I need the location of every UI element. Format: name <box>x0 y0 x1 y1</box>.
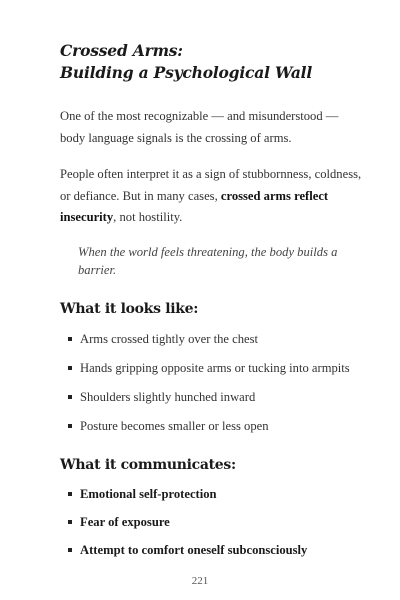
bullet-icon <box>68 395 72 399</box>
list-item-text: Hands gripping opposite arms or tucking into armpits <box>80 360 350 375</box>
page-number: 221 <box>191 575 209 587</box>
section-heading-communicates: What it communicates: <box>60 456 236 473</box>
list-item-text: Fear of exposure <box>80 514 170 529</box>
bullet-icon <box>68 337 72 341</box>
title-line-2: Building a Psychological Wall <box>60 63 313 82</box>
bullet-icon <box>68 548 72 552</box>
pull-quote: When the world feels threatening, the body builds a barrier. <box>78 244 338 277</box>
bullet-icon <box>68 492 72 496</box>
title-line-1: Crossed Arms: <box>60 41 183 60</box>
chapter-title <box>60 40 362 84</box>
list-item-text: Shoulders slightly hunched inward <box>80 389 256 404</box>
list-item <box>68 359 362 377</box>
list-item <box>68 330 362 348</box>
list-item <box>68 485 362 503</box>
bullet-icon <box>68 366 72 370</box>
looks-like-list <box>60 330 362 435</box>
intro-paragraph: One of the most recognizable — and misunderstood — body language signals is the crossing of arms. <box>60 109 339 145</box>
list-item-text: Attempt to comfort oneself subconsciously <box>80 542 308 557</box>
list-item <box>68 388 362 406</box>
communicates-list <box>60 485 362 559</box>
list-item <box>68 513 362 531</box>
paragraph-text-start: People often interpret it as a sign of stubbornness, coldness, or defiance. But in many cases, <box>60 167 362 203</box>
list-item <box>68 541 362 559</box>
bullet-icon <box>68 424 72 428</box>
list-item-text: Emotional self-protection <box>80 486 217 501</box>
list-item-text: Posture becomes smaller or less open <box>80 418 269 433</box>
interpretation-paragraph <box>60 164 362 229</box>
list-item-text: Arms crossed tightly over the chest <box>80 331 259 346</box>
page-content <box>60 40 362 559</box>
emphasis-text: crossed arms reflect insecurity <box>60 188 329 224</box>
bullet-icon <box>68 520 72 524</box>
paragraph-text-end: , not hostility. <box>113 210 183 224</box>
list-item <box>68 417 362 435</box>
section-heading-looks-like: What it looks like: <box>60 300 199 317</box>
